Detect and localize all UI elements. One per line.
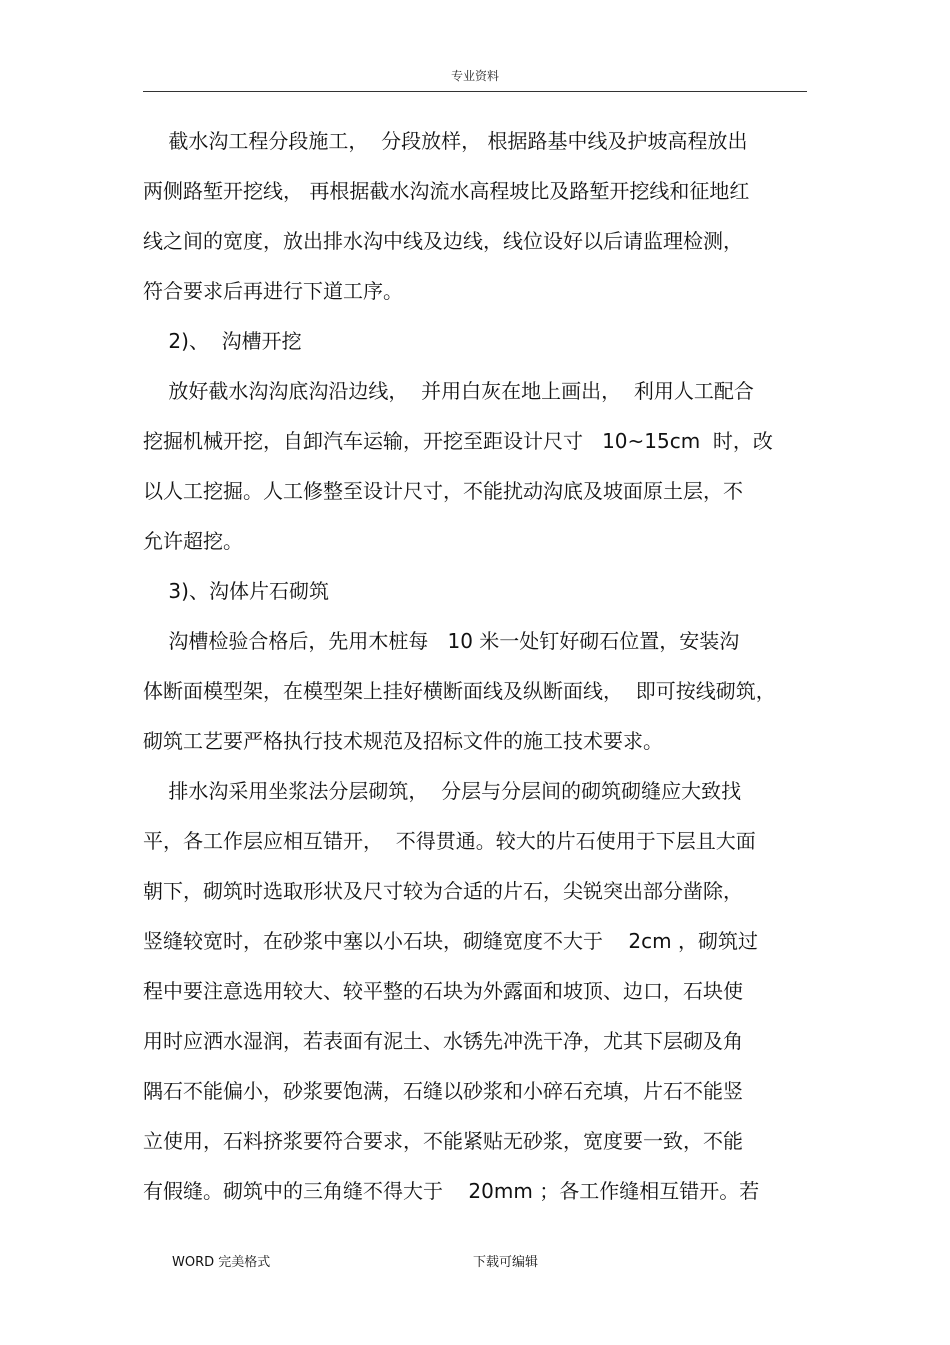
text-line: 砌筑工艺要严格执行技术规范及招标文件的施工技术要求。 xyxy=(143,729,663,753)
section-heading: 3)、沟体片石砌筑 xyxy=(143,579,329,603)
text-line: 用时应洒水湿润，若表面有泥土、水锈先冲洗干净，尤其下层砌及角 xyxy=(143,1029,743,1053)
text-line: 沟槽检验合格后，先用木桩每 10 米一处钉好砌石位置，安装沟 xyxy=(143,629,740,653)
text-line: 竖缝较宽时，在砂浆中塞以小石块，砌缝宽度不大于 2cm ，砌筑过 xyxy=(143,929,758,953)
text-line: 平，各工作层应相互错开， 不得贯通。较大的片石使用于下层且大面 xyxy=(143,829,756,853)
text-line: 符合要求后再进行下道工序。 xyxy=(143,279,403,303)
footer-left-text: WORD 完美格式 xyxy=(172,1255,271,1270)
footer-right-text: 下载可编辑 xyxy=(473,1255,539,1270)
text-line: 隅石不能偏小，砂浆要饱满，石缝以砂浆和小碎石充填，片石不能竖 xyxy=(143,1079,743,1103)
text-line: 线之间的宽度，放出排水沟中线及边线，线位设好以后请监理检测， xyxy=(143,229,743,253)
text-line: 排水沟采用坐浆法分层砌筑， 分层与分层间的砌筑砌缝应大致找 xyxy=(143,779,742,803)
text-line: 放好截水沟沟底沟沿边线， 并用白灰在地上画出， 利用人工配合 xyxy=(143,379,754,403)
section-heading: 2)、 沟槽开挖 xyxy=(143,329,302,353)
text-line: 截水沟工程分段施工， 分段放样， 根据路基中线及护坡高程放出 xyxy=(143,129,748,153)
text-line: 挖掘机械开挖，自卸汽车运输，开挖至距设计尺寸 10~15cm 时，改 xyxy=(143,429,773,453)
text-line: 以人工挖掘。人工修整至设计尺寸，不能扰动沟底及坡面原土层，不 xyxy=(143,479,743,503)
header-divider xyxy=(143,91,807,92)
text-line: 立使用，石料挤浆要符合要求，不能紧贴无砂浆，宽度要一致，不能 xyxy=(143,1129,743,1153)
text-line: 有假缝。砌筑中的三角缝不得大于 20mm ；各工作缝相互错开。若 xyxy=(143,1179,760,1203)
text-line: 朝下，砌筑时选取形状及尺寸较为合适的片石，尖锐突出部分凿除， xyxy=(143,879,743,903)
text-line: 两侧路堑开挖线， 再根据截水沟流水高程坡比及路堑开挖线和征地红 xyxy=(143,179,750,203)
text-line: 允许超挖。 xyxy=(143,529,243,553)
text-line: 程中要注意选用较大、较平整的石块为外露面和坡顶、边口，石块使 xyxy=(143,979,743,1003)
header-title: 专业资料 xyxy=(450,69,499,83)
text-line: 体断面模型架，在模型架上挂好横断面线及纵断面线， 即可按线砌筑， xyxy=(143,679,776,703)
